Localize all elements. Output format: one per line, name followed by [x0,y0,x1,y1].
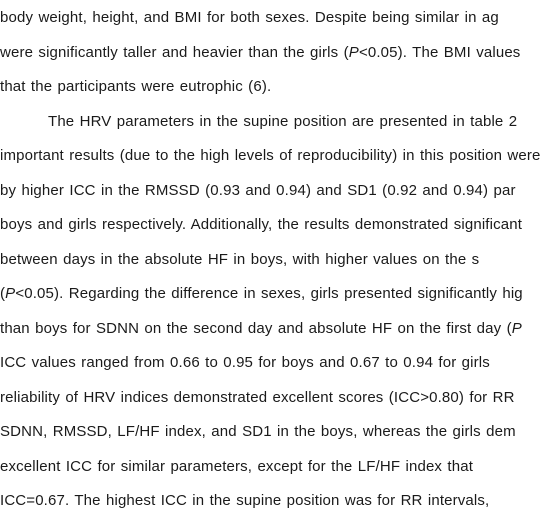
text-line [0,216,522,234]
text-run: body weight, height, and BMI for both sexes. Despite being similar in ag [0,9,499,26]
text-line [0,78,271,96]
text-line [0,423,516,441]
text-run: reliability of HRV indices demonstrated excellent scores (ICC>0.80) for RR [0,389,515,406]
text-line [0,320,522,338]
text-run: were significantly taller and heavier than the girls ( [0,44,349,61]
text-run: that the participants were eutrophic (6). [0,78,272,95]
text-run: ICC=0.67. The highest ICC in the supine position was for RR intervals, [0,492,490,509]
text-line [0,458,473,476]
text-line [48,113,517,131]
text-line [0,9,499,27]
text-run: <0.05). Regarding the difference in sexes, girls presented significantly hig [15,285,523,302]
text-line [0,182,516,200]
text-run: excellent ICC for similar parameters, except for the LF/HF index that [0,458,474,475]
text-line [0,354,490,372]
text-line [0,285,523,303]
text-run: ICC values ranged from 0.66 to 0.95 for boys and 0.67 to 0.94 for girls [0,354,490,371]
text-line [0,251,479,269]
text-line [0,389,515,407]
text-run: <0.05). The BMI values [358,44,521,61]
text-run: boys and girls respectively. Additionally, the results demonstrated significant [0,216,523,233]
italic-p-symbol: P [511,320,522,337]
italic-p-symbol: P [348,44,359,61]
text-run: by higher ICC in the RMSSD (0.93 and 0.94) and SD1 (0.92 and 0.94) par [0,182,516,199]
text-run: than boys for SDNN on the second day and absolute HF on the first day ( [0,320,512,337]
text-run: ( [0,285,6,302]
text-line [0,147,541,165]
text-run: The HRV parameters in the supine position are presented in table 2 [48,113,518,130]
text-run: important results (due to the high levels of reproducibility) in this position were [0,147,541,164]
text-line [0,492,489,510]
text-run: SDNN, RMSSD, LF/HF index, and SD1 in the boys, whereas the girls dem [0,423,516,440]
text-run: between days in the absolute HF in boys, with higher values on the s [0,251,480,268]
italic-p-symbol: P [5,285,16,302]
text-line [0,44,520,62]
